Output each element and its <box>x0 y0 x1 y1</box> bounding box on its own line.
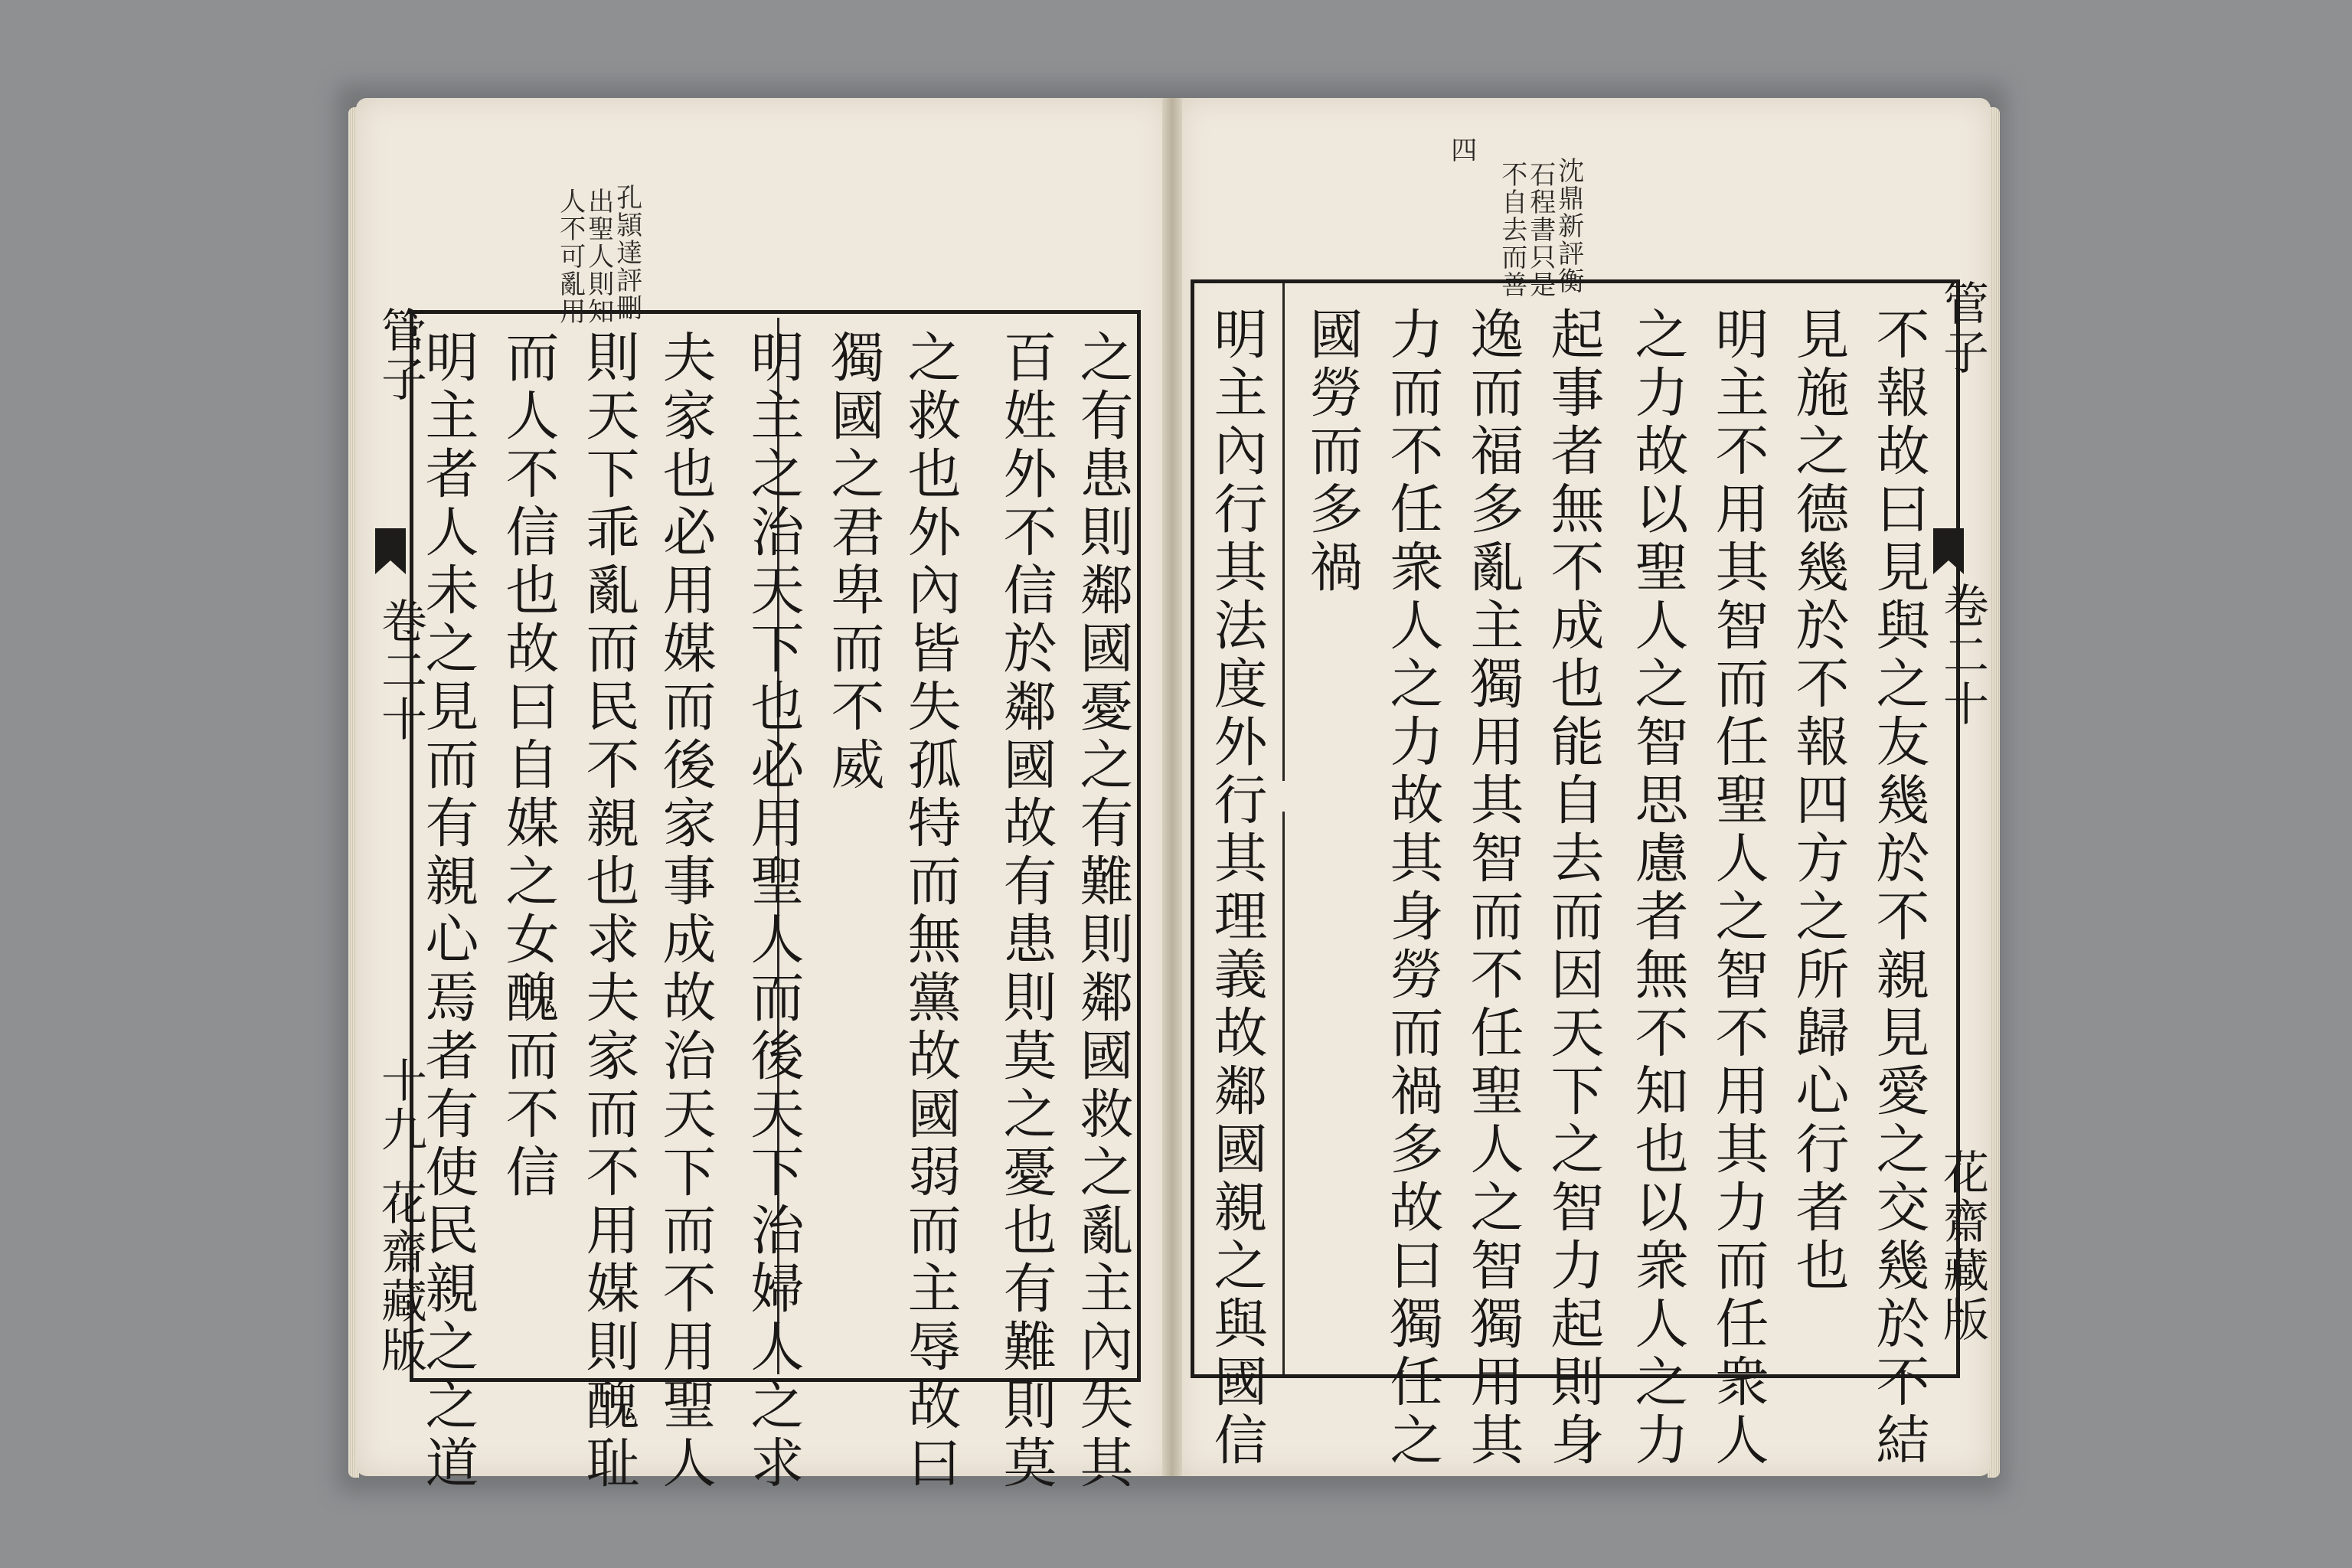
left-side-volume: 卷二十 <box>374 597 427 744</box>
right-column-1: 不報故曰見與之友幾於不親見愛之交幾於不結 <box>1867 306 1930 1470</box>
right-margin-note-3: 不自去而善 <box>1496 161 1527 299</box>
left-column-2: 百姓外不信於鄰國故有患則莫之憂也有難則莫 <box>995 329 1057 1493</box>
right-column-5: 起事者無不成也能自去而因天下之智力起則身 <box>1542 306 1605 1470</box>
left-column-5: 明主之治天下也必用聖人而後天下治婦人之求 <box>742 329 805 1493</box>
left-column-8: 而人不信也故曰自媒之女醜而不信 <box>497 329 560 1202</box>
right-column-rule-upper <box>1282 283 1285 781</box>
left-margin-note-2: 出聖人則知 <box>583 188 614 325</box>
right-margin-note-2: 石程書只是 <box>1524 161 1556 299</box>
right-column-8: 國勞而多禍 <box>1301 306 1364 597</box>
left-margin-note-3: 人不可亂用 <box>554 188 586 325</box>
left-column-4: 獨國之君卑而不威 <box>822 329 885 795</box>
left-side-page-number: 十九 <box>374 1057 427 1155</box>
book-gutter <box>1162 98 1182 1476</box>
left-margin-note-1: 孔頴達評刪 <box>611 184 642 322</box>
right-column-7: 力而不任衆人之力故其身勞而禍多故曰獨任之 <box>1381 306 1444 1470</box>
right-column-4: 之力故以聖人之智思慮者無不知也以衆人之力 <box>1626 306 1689 1470</box>
right-column-3: 明主不用其智而任聖人之智不用其力而任衆人 <box>1707 306 1769 1470</box>
left-column-7: 則天下乖亂而民不親也求夫家而不用媒則醜耻 <box>577 329 640 1493</box>
right-side-volume: 卷二十 <box>1936 582 1989 729</box>
left-side-title: 管子 <box>374 306 427 404</box>
left-side-publisher: 花齋藏版 <box>374 1179 427 1375</box>
right-column-2: 見施之德幾於不報四方之所歸心行者也 <box>1787 306 1850 1295</box>
left-column-3: 之救也外內皆失孤特而無黨故國弱而主辱故曰 <box>899 329 962 1493</box>
left-column-6: 夫家也必用媒而後家事成故治天下而不用聖人 <box>654 329 717 1493</box>
right-margin-note-4: 四 <box>1446 136 1477 164</box>
left-column-9: 明主者人未之見而有親心焉者有使民親之之道 <box>416 329 479 1493</box>
right-side-publisher: 花齋藏版 <box>1936 1148 1989 1344</box>
right-column-rule-lower <box>1282 812 1285 1374</box>
right-side-title: 管子 <box>1936 279 1989 377</box>
left-column-1: 之有患則鄰國憂之有難則鄰國救之亂主內失其 <box>1071 329 1134 1493</box>
right-margin-note-1: 沈鼎新評衡 <box>1553 157 1584 295</box>
right-column-6: 逸而福多亂主獨用其智而不任聖人之智獨用其 <box>1462 306 1524 1470</box>
right-column-9: 明主內行其法度外行其理義故鄰國親之與國信 <box>1205 306 1268 1470</box>
